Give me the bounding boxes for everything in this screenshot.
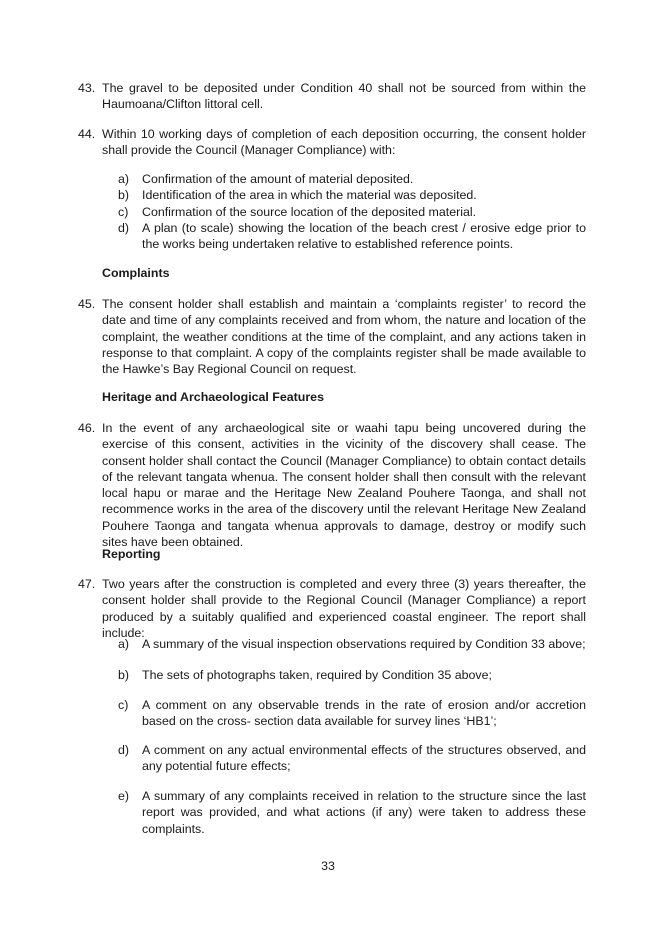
list-text: Confirmation of the source location of the deposited material. (142, 204, 477, 219)
condition-text: In the event of any archaeological site or waahi tapu being uncovered during the exercise of this consent, activities in the vicinity of the discovery shall cease. The consent holder shall contact the Council (Manager Compliance) to obtain contact details of the relevant tangata whenua. The consent holder shall then consult with the relevant local hapu or marae and the Heritage New Zealand Pouhere Taonga, and shall not recommence works in the area of the discovery until the relevant Heritage New Zealand Pouhere Taonga and tangata whenua approvals to damage, destroy or modify such sites have been obtained. (102, 421, 586, 550)
list-text: A comment on any actual environmental effects of the structures observed, and any potential future effects; (142, 743, 586, 774)
section-heading-heritage: Heritage and Archaeological Features (102, 390, 324, 404)
condition-47 (78, 576, 586, 641)
condition-46 (78, 420, 586, 550)
condition-number: 47. (78, 577, 96, 591)
condition-47-list-b (118, 667, 586, 683)
condition-44 (78, 126, 586, 159)
list-letter: a) (118, 637, 130, 651)
list-item (118, 220, 586, 253)
list-item (118, 636, 586, 652)
list-letter: c) (118, 698, 129, 712)
list-text: A summary of the visual inspection observations required by Condition 33 above; (142, 637, 586, 651)
list-item (118, 697, 586, 730)
section-heading-complaints: Complaints (102, 266, 170, 280)
condition-text: Within 10 working days of completion of each deposition occurring, the consent holder shall provide the Council (Manager Compliance) with: (102, 127, 586, 158)
list-item (118, 667, 586, 683)
condition-number: 45. (78, 297, 96, 311)
list-text: Confirmation of the amount of material deposited. (142, 172, 414, 186)
list-text: A comment on any observable trends in the rate of erosion and/or accretion based on the cross- section data available for survey lines ‘HB1’; (142, 698, 586, 729)
condition-number: 44. (78, 127, 96, 141)
list-letter: b) (118, 668, 130, 682)
condition-47-list-a (118, 636, 586, 652)
condition-47-list-e (118, 788, 586, 837)
list-text: A summary of any complaints received in relation to the structure since the last report was provided, and what actions (if any) were taken to address these complaints. (142, 789, 586, 836)
condition-number: 46. (78, 421, 96, 435)
condition-text: The consent holder shall establish and maintain a ‘complaints register’ to record the date and time of any complaints received and from whom, the nature and location of the complaint, the weather conditions at the time of the complaint, and any actions taken in response to that complaint. A copy of the complaints register shall be made available to the Hawke’s Bay Regional Council on request. (102, 297, 586, 377)
list-item (118, 788, 586, 837)
section-heading-reporting: Reporting (102, 547, 161, 561)
condition-45 (78, 296, 586, 377)
list-letter: a) (118, 172, 130, 186)
list-letter: d) (118, 743, 130, 757)
list-text: Identification of the area in which the material was deposited. (142, 188, 477, 203)
page-number: 33 (321, 859, 335, 873)
condition-text: The gravel to be deposited under Condition 40 shall not be sourced from within the Haumoana/Clifton littoral cell. (102, 81, 586, 112)
list-letter: c) (118, 204, 129, 219)
condition-47-list-d (118, 742, 586, 775)
list-text: The sets of photographs taken, required by Condition 35 above; (142, 668, 492, 682)
list-letter: b) (118, 188, 130, 203)
list-item (118, 187, 586, 203)
condition-43 (78, 80, 586, 113)
list-item (118, 204, 586, 220)
condition-text: Two years after the construction is completed and every three (3) years thereafter, the consent holder shall provide to the Regional Council (Manager Compliance) a report produced by a suitably qualified and experienced coastal engineer. The report shall include: (102, 577, 586, 640)
list-item (118, 742, 586, 775)
list-item (118, 171, 586, 187)
condition-number: 43. (78, 81, 96, 95)
condition-44-list (118, 171, 586, 252)
list-text: A plan (to scale) showing the location of the beach crest / erosive edge prior to the works being undertaken relative to established reference points. (142, 220, 586, 252)
list-letter: e) (118, 789, 130, 803)
condition-47-list-c (118, 697, 586, 730)
list-letter: d) (118, 220, 130, 235)
